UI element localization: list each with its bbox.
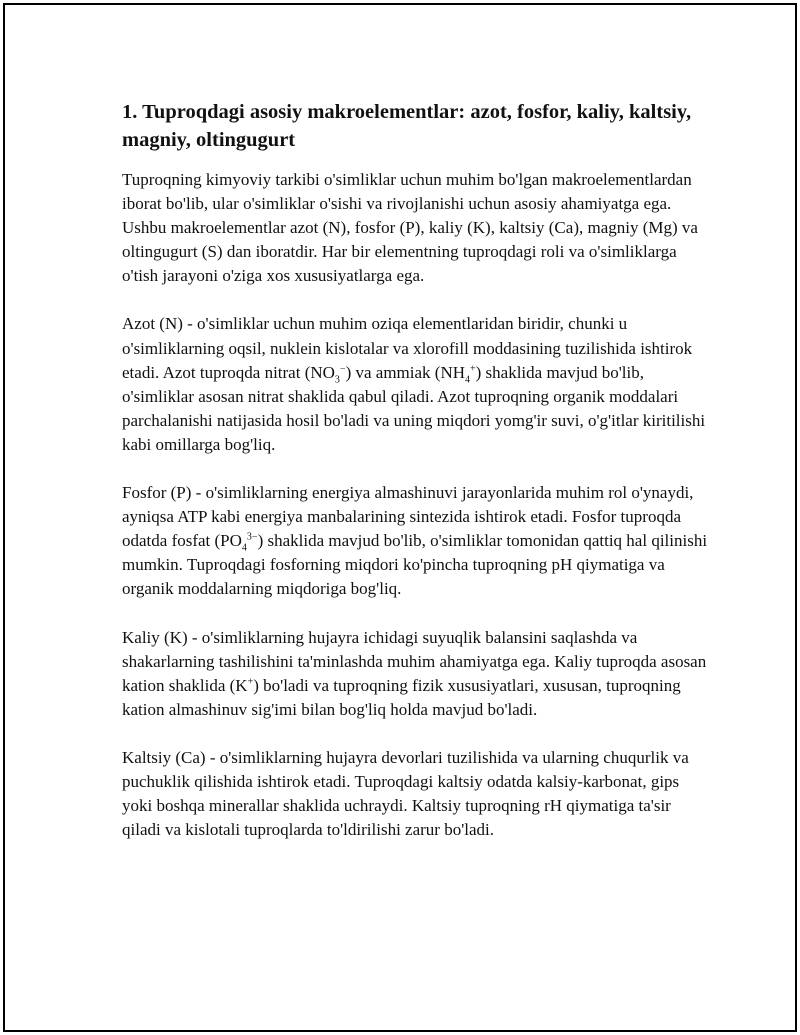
nitrate-superscript: − [339, 363, 346, 374]
potassium-superscript: + [247, 676, 254, 688]
calcium-paragraph: Kaltsiy (Ca) - o'simliklarning hujayra devorlari tuzilishida va ularning chuqurlik va puchuklik qilishida ishtirok etadi. Tuproqdagi kaltsiy odatda kalsiy-karbonat, gips yoki boshqa minerallar shaklida uchraydi. Kaltsiy tuproqning rH qiymatiga ta'sir qiladi va kislotali tuproqlarda to'ldirilishi zarur bo'ladi. [122, 747, 689, 840]
ammonium-superscript: + [470, 363, 476, 374]
phosphate-superscript: 3− [246, 531, 258, 543]
intro-paragraph: Tuproqning kimyoviy tarkibi o'simliklar uchun muhim bo'lgan makroelementlardan iborat bo'lib, ular o'simliklar o'sishi va rivojlanishi uchun asosiy ahamiyatga ega. Ushbu makroelementlar azot (N), fosfor (P), kaliy (K), kaltsiy (Ca), magniy (Mg) va oltingugurt (S) dan iboratdir. Har bir elementning tuproqdagi roli va o'simliklarga o'tish jarayoni o'ziga xos xususiyatlarga ega. [122, 170, 698, 286]
phosphorus-paragraph [122, 481, 712, 601]
ammonium-subscript: 4 [465, 374, 470, 386]
nitrogen-text-3: ) shaklida mavjud bo'lib, o'simliklar asosan nitrat shaklida qabul qiladi. Azot tuproqning organik moddalari parchalanishi natijasida hosil bo'ladi va uning miqdori yomg'ir suvi, o'g'itlar kiritilishi kabi omillarga bog'liq. [122, 362, 706, 454]
potassium-text-2: ) bo'ladi va tuproqning fizik xususiyatlari, xususan, tuproqning kation almashinuv sig'imi bilan bog'liq holda mavjud bo'ladi. [122, 675, 681, 719]
nitrogen-text-1: Azot (N) - o'simliklar uchun muhim oziqa elementlaridan biridir, chunki u o'simliklarning oqsil, nuklein kislotalar va xlorofill moddasining tuzilishida ishtirok etadi. Azot tuproqda nitrat (NO [122, 314, 693, 382]
phosphorus-text-2: ) shaklida mavjud bo'lib, o'simliklar tomonidan qattiq hal qilinishi mumkin. Tuproqdagi fosforning miqdori ko'pincha tuproqning pH qiymatiga va organik moddalarning miqdoriga bog'liq. [122, 531, 708, 599]
nitrogen-text-2: ) va ammiak (NH [345, 362, 465, 382]
phosphorus-text-1: Fosfor (P) - o'simliklarning energiya almashinuvi jarayonlarida muhim rol o'ynaydi, ayniqsa ATP kabi energiya manbalarining sintezida ishtirok etadi. Fosfor tuproqda odatda fosfat (PO [122, 483, 694, 551]
phosphate-subscript: 4 [241, 542, 247, 554]
potassium-text-1: Kaliy (K) - o'simliklarning hujayra ichidagi suyuqlik balansini saqlashda va shakarlarning tashilishini ta'minlashda muhim ahamiyatga ega. Kaliy tuproqda asosan kation shaklida (K [122, 627, 707, 695]
nitrogen-paragraph [122, 312, 712, 457]
page-frame [3, 3, 797, 1032]
section-heading: 1. Tuproqdagi asosiy makroelementlar: azot, fosfor, kaliy, kaltsiy, magniy, oltingugurt [122, 101, 692, 151]
potassium-paragraph [122, 626, 712, 722]
nitrate-subscript: 3 [334, 374, 340, 386]
document-body [122, 98, 712, 866]
